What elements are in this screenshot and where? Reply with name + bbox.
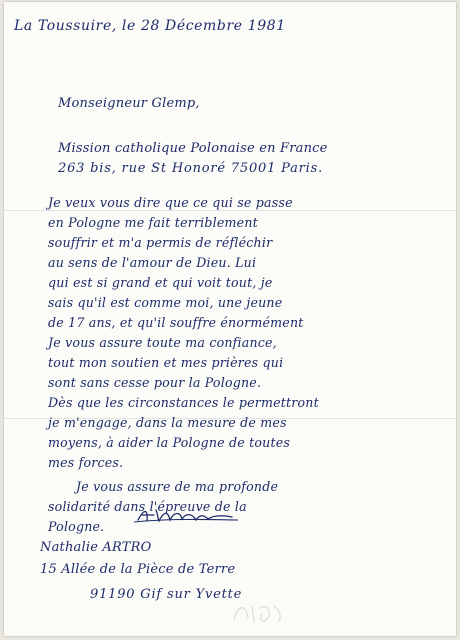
letter-sheet	[4, 2, 456, 636]
body-line: Je veux vous dire que ce qui se passe	[48, 195, 293, 210]
closing-line: solidarité dans l'épreuve de la	[48, 499, 247, 514]
body-line: en Pologne me fait terriblement	[48, 215, 258, 230]
body-line: sais qu'il est comme moi, une jeune	[48, 295, 283, 310]
body-line: sont sans cesse pour la Pologne.	[48, 375, 262, 390]
body-line: au sens de l'amour de Dieu. Lui	[48, 255, 257, 270]
body-line: qui est si grand et qui voit tout, je	[48, 275, 273, 290]
sender-street: 15 Allée de la Pièce de Terre	[40, 562, 236, 577]
body-line: Je vous assure toute ma confiance,	[48, 335, 277, 350]
body-line: souffrir et m'a permis de réfléchir	[48, 235, 273, 250]
sender-name: Nathalie ARTRO	[40, 540, 152, 555]
recipient-address-line-2: 263 bis, rue St Honoré 75001 Paris.	[58, 161, 324, 176]
body-line: moyens, à aider la Pologne de toutes	[48, 435, 291, 450]
body-line: je m'engage, dans la mesure de mes	[48, 415, 287, 430]
body-line: mes forces.	[48, 455, 124, 470]
closing-line: Pologne.	[48, 519, 105, 534]
paper-fold-line	[4, 210, 456, 211]
closing-line: Je vous assure de ma profonde	[76, 479, 279, 494]
body-line: Dès que les circonstances le permettront	[48, 395, 319, 410]
recipient-address-line-1: Mission catholique Polonaise en France	[58, 141, 328, 156]
sender-city: 91190 Gif sur Yvette	[90, 587, 243, 602]
body-line: de 17 ans, et qu'il souffre énormément	[48, 315, 304, 330]
handwritten-signature	[134, 505, 238, 527]
date-line: La Toussuire, le 28 Décembre 1981	[14, 18, 286, 34]
faint-stamp-mark	[228, 598, 288, 628]
salutation: Monseigneur Glemp,	[58, 96, 200, 111]
body-line: tout mon soutien et mes prières qui	[48, 355, 284, 370]
